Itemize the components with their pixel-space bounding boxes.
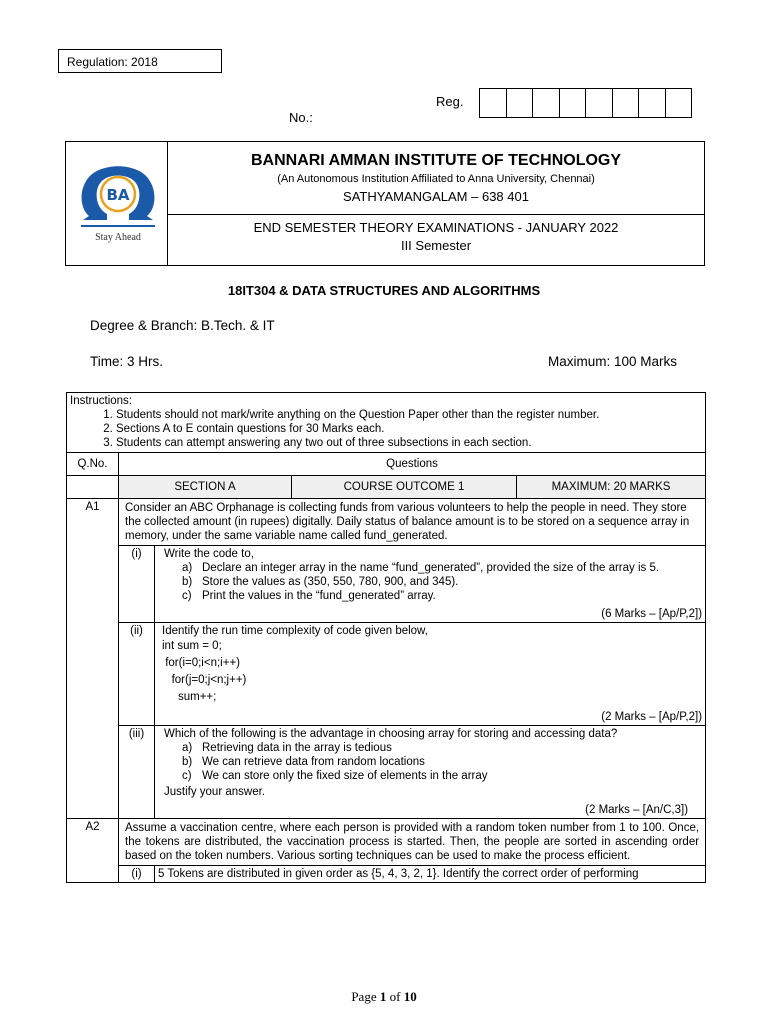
table-header-row — [67, 453, 706, 476]
marks-label: (2 Marks – [Ap/P,2]) — [601, 711, 703, 723]
footer-prefix: Page — [351, 989, 380, 1004]
exam-semester: III Semester — [400, 238, 472, 253]
course-outcome: COURSE OUTCOME 1 — [292, 476, 517, 499]
questions-header: Questions — [119, 453, 706, 476]
regulation-box: Regulation: 2018 — [58, 49, 222, 73]
question-a1-row — [67, 499, 706, 546]
subquestion-number: (iii) — [119, 726, 155, 819]
course-title: 18IT304 & DATA STRUCTURES AND ALGORITHMS — [227, 283, 541, 298]
reg-cell[interactable] — [666, 89, 693, 117]
maximum-marks: Maximum: 100 Marks — [548, 354, 678, 369]
list-item: b) Store the values as (350, 550, 780, 900, and 345). — [182, 576, 459, 588]
instruction-item: 3. Students can attempt answering any two out of three subsections in each section. — [116, 436, 702, 450]
footer-of: of — [386, 989, 404, 1004]
question-text: Assume a vaccination centre, where each person is provided with a random token number from 1 to 100. Once, the tokens are distributed, the vaccination process is started. Then, the people are sorted in ascending order based on the token numbers. Various sorting techniques can be used to make the process efficient. — [119, 819, 706, 866]
svg-text:Stay Ahead: Stay Ahead — [95, 232, 141, 243]
subquestion-text: 5 Tokens are distributed in given order as {5, 4, 3, 2, 1}. Identify the correct order of performing — [155, 866, 706, 883]
section-max-marks: MAXIMUM: 20 MARKS — [517, 476, 706, 499]
reg-label: Reg. — [436, 94, 464, 109]
instruction-item: 2. Sections A to E contain questions for 30 Marks each. — [116, 422, 702, 436]
total-pages: 10 — [403, 989, 417, 1004]
exam-title: END SEMESTER THEORY EXAMINATIONS - JANUARY 2022 — [253, 220, 619, 235]
institute-name: BANNARI AMMAN INSTITUTE OF TECHNOLOGY — [250, 152, 622, 169]
question-label: A1 — [67, 499, 119, 819]
subquestion-intro: Identify the run time complexity of code given below, — [162, 625, 428, 637]
header-divider — [168, 214, 704, 215]
subquestion-options — [158, 561, 702, 603]
marks-label: (2 Marks – [An/C,3]) — [585, 804, 689, 816]
subquestion-number: (ii) — [119, 623, 155, 726]
question-table — [66, 392, 706, 883]
reg-cell[interactable] — [613, 89, 640, 117]
institute-location: SATHYAMANGALAM – 638 401 — [343, 189, 529, 204]
subquestion-row — [67, 866, 706, 883]
subquestion-number: (i) — [119, 546, 155, 623]
logo-cell — [66, 142, 168, 265]
question-a2-row — [67, 819, 706, 866]
instructions-row — [67, 393, 706, 453]
subquestion-number: (i) — [119, 866, 155, 883]
no-label: No.: — [289, 110, 313, 125]
list-item: b) We can retrieve data from random locations — [182, 756, 425, 768]
reg-cell[interactable] — [533, 89, 560, 117]
marks-label: (6 Marks – [Ap/P,2]) — [601, 608, 703, 620]
page-footer — [0, 989, 768, 1005]
degree-branch: Degree & Branch: B.Tech. & IT — [90, 318, 275, 333]
instructions-list — [70, 408, 702, 450]
institute-logo-icon — [67, 148, 167, 258]
question-text: Consider an ABC Orphanage is collecting funds from various volunteers to help the people in need. They store the collected amount (in rupees) digitally. Daily status of balance amount is to be stored on a sequence array in memory, under the same variable name called fund_generated. — [119, 499, 706, 546]
reg-cell[interactable] — [586, 89, 613, 117]
instruction-item: 1. Students should not mark/write anything on the Question Paper other than the register number. — [116, 408, 702, 422]
question-label: A2 — [67, 819, 119, 883]
current-page: 1 — [379, 989, 387, 1004]
reg-cell[interactable] — [507, 89, 534, 117]
list-item: c) We can store only the fixed size of elements in the array — [182, 770, 488, 782]
subquestion-row — [67, 546, 706, 623]
code-block: int sum = 0; for(i=0;i<n;i++) for(j=0;j<n;j++) sum++; — [162, 640, 247, 703]
section-row — [67, 476, 706, 499]
register-number-cells[interactable] — [479, 88, 692, 118]
reg-cell[interactable] — [480, 89, 507, 117]
instructions-heading: Instructions: — [70, 395, 132, 407]
exam-time: Time: 3 Hrs. — [90, 354, 164, 369]
subquestion-outro: Justify your answer. — [164, 786, 265, 798]
institute-subtitle: (An Autonomous Institution Affiliated to Anna University, Chennai) — [277, 173, 595, 185]
subquestion-intro: Which of the following is the advantage in choosing array for storing and accessing data? — [164, 728, 618, 740]
list-item: a) Declare an integer array in the name “fund_generated”, provided the size of the array is 5. — [182, 562, 660, 574]
qno-header: Q.No. — [67, 453, 119, 476]
svg-text:BA: BA — [106, 186, 130, 204]
section-name: SECTION A — [119, 476, 292, 499]
subquestion-row — [67, 726, 706, 819]
list-item: c) Print the values in the “fund_generated” array. — [182, 590, 436, 602]
subquestion-options — [158, 741, 702, 783]
reg-cell[interactable] — [560, 89, 587, 117]
subquestion-intro: Write the code to, — [164, 548, 254, 560]
reg-cell[interactable] — [639, 89, 666, 117]
list-item: a) Retrieving data in the array is tedious — [182, 742, 392, 754]
subquestion-row — [67, 623, 706, 726]
institute-header — [65, 141, 705, 266]
